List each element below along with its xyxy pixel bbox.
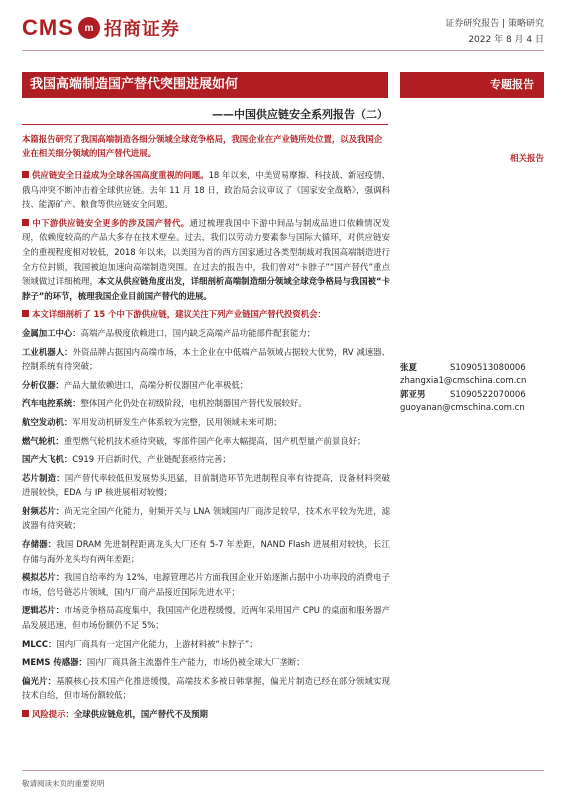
company-logo (22, 14, 180, 42)
analyst-row (400, 389, 544, 402)
analyst-panel (400, 362, 544, 416)
paragraph-2-head: 中下游供应链安全更多的涉及国产替代。 (32, 217, 190, 228)
item-name: 国产大飞机： (22, 454, 73, 465)
subtitle-divider (22, 124, 388, 125)
analyst-email[interactable]: guoyanan@cmschina.com.cn (400, 403, 525, 414)
list-item (22, 471, 390, 500)
item-text: 军用发动机研发生产体系较为完整，民用领域未来可期； (72, 416, 282, 427)
footer-divider (22, 770, 544, 771)
logo-cn-text: 招商证券 (103, 19, 180, 40)
paragraph-2-bold: 本文从供应链角度出发，详细剖析高端制造细分领域全球竞争格局与我国被“卡脖子”的环节，梳理我国企业目前国产替代的进展。 (22, 276, 390, 301)
paragraph-1-body: 18 年以来，中美贸易摩擦、科技战、新冠疫情、俄乌冲突不断冲击着全球供应链。去年 11 月 18 日，政治局会议审议了《国家安全战略》，强调科技、能源矿产、粮食等供应链安全问题。 (22, 170, 390, 210)
item-text: 国内厂商具有一定国产化能力，上游材料被“卡脖子”； (56, 638, 258, 649)
item-text: 国内厂商具备主流器件生产能力，市场仍被全球大厂垄断； (86, 657, 305, 668)
analyst-name: 张夏 (400, 363, 418, 373)
logo-cms-text: CMS (22, 15, 74, 40)
bullet-icon (22, 710, 29, 717)
item-name: 芯片制造： (22, 472, 65, 483)
logo-mark-icon: m (78, 17, 100, 39)
list-item (22, 674, 390, 703)
report-tag: 专题报告 (400, 72, 544, 98)
paragraph-2 (22, 216, 390, 304)
list-item (22, 637, 390, 652)
risk-head: 风险提示： (32, 709, 74, 719)
bullet-icon (22, 310, 29, 317)
item-text: 外资品牌占据国内高端市场，本土企业在中低端产品领域占据较大优势，RV 减速器、控制系统有待突破； (22, 346, 391, 372)
list-item (22, 570, 390, 599)
list-item (22, 345, 390, 374)
paragraph-1 (22, 168, 390, 212)
item-text: 国产替代率较低但发展势头迅猛，目前制造环节先进制程良率有待提高，设备材料突破进展较快，EDA 与 IP 核进展相对较慢； (22, 472, 390, 498)
item-text: 市场竞争格局高度集中，我国国产化进程缓慢，近两年采用国产 CPU 的桌面和服务器产品发展迅速，但市场份额仍不足 5%； (22, 605, 391, 631)
bullet-icon (22, 171, 29, 178)
item-text: C919 开启新时代，产业链配套亟待完善； (72, 454, 231, 465)
item-name: 分析仪器： (22, 379, 64, 390)
paragraph-1-head: 供应链安全日益成为全球各国高度重视的问题。 (32, 170, 209, 180)
item-text: 尚无完全国产化能力，射频开关与 LNA 领域国内厂商涉足较早，技术水平较为先进，滤波器有待突破； (22, 505, 391, 531)
report-title: 我国高端制造国产替代突围进展如何 (22, 72, 388, 98)
list-item (22, 434, 390, 449)
header-meta (445, 16, 544, 48)
list-item (22, 603, 390, 632)
list-item (22, 326, 390, 341)
item-name: 逻辑芯片： (22, 605, 65, 616)
item-name: 金属加工中心： (22, 327, 81, 338)
analyst-row (400, 362, 544, 375)
list-item (22, 415, 390, 430)
list-item (22, 504, 390, 533)
list-item (22, 537, 390, 566)
item-text: 高端产品极度依赖进口，国内缺乏高端产品功能部件配套能力； (80, 327, 316, 338)
list-item (22, 452, 390, 467)
item-text: 产品大量依赖进口，高端分析仪器国产化率极低； (63, 379, 249, 390)
item-name: 汽车电控系统： (22, 398, 81, 409)
list-item (22, 378, 390, 393)
item-name: 模拟芯片： (22, 572, 65, 583)
item-name: 燃气轮机： (22, 435, 64, 446)
analyst-id: S1090522070006 (450, 389, 526, 400)
item-name: 航空发动机： (22, 416, 73, 427)
item-name: MEMS 传感器： (22, 657, 87, 668)
item-text: 我国 DRAM 先进制程距离龙头大厂还有 5-7 年差距，NAND Flash 进展相对较快，长江存储与海外龙头均有两年差距； (22, 539, 390, 564)
footer-note: 敬请阅读末页的重要说明 (22, 779, 105, 788)
risk-note (22, 707, 390, 722)
item-text: 重型燃气轮机技术亟待突破，零部件国产化率大幅提高，国产机型量产前景良好； (63, 435, 366, 446)
paragraph-3-head: 本文详细剖析了 15 个中下游供应链，建议关注下列产业链国产替代投资机会： (32, 309, 326, 320)
item-name: 射频芯片： (22, 505, 65, 516)
abstract: 本篇报告研究了我国高端制造各细分领域全球竞争格局，我国企业在产业链所处位置，以及我国企业在相关细分领域的国产替代进展。 (22, 134, 383, 158)
item-name: 偏光片： (22, 675, 57, 686)
item-text: 基膜核心技术国产化推进缓慢，高端技术多被日韩掌握，偏光片制造已经在部分领域实现技术自给，但市场份额较低； (22, 675, 390, 701)
report-subtitle: ——中国供应链安全系列报告（二） (212, 108, 388, 121)
item-name: 存储器： (22, 539, 57, 550)
main-body (22, 168, 390, 726)
item-text: 我国自给率约为 12%，电源管理芯片方面我国企业开始逐渐占据中小功率段的消费电子市场，信号链芯片领域，国内厂商产品接近国际先进水平； (22, 572, 391, 597)
paragraph-2-body: 通过梳理我国中下游中间品与制成品进口依赖情况发现，依赖度较高的产品大多存在技术壁垒。过去，我们以劳动力要素参与国际大循环，对供应链安全的重视程度相对较低，2018 年以来，以美国为首的西方国家通过各类型制裁对我国高端制造进行全方位封锁，我国被迫加速向高端制造突围。在过去的报告中，我们曾对“卡脖子”“国产替代”重点领域做过详细梳理， (22, 217, 391, 287)
related-reports-link[interactable]: 相关报告 (509, 154, 544, 164)
risk-text: 全球供应链危机，国产替代不及预期 (73, 709, 208, 719)
header-divider (22, 50, 544, 51)
report-type: 证券研究报告 | 策略研究 (445, 19, 544, 29)
item-name: MLCC： (22, 638, 57, 649)
analyst-email[interactable]: zhangxia1@cmschina.com.cn (400, 376, 527, 387)
list-item (22, 655, 390, 670)
item-name: 工业机器人： (22, 346, 73, 357)
analyst-id: S1090513080006 (450, 363, 526, 373)
item-text: 整体国产化仍处在初级阶段，电机控制器国产替代发展较好。 (80, 398, 307, 409)
report-date: 2022 年 8 月 4 日 (468, 35, 544, 45)
list-item (22, 396, 390, 411)
analyst-name: 郭亚男 (400, 389, 426, 400)
paragraph-3 (22, 307, 390, 322)
bullet-icon (22, 219, 29, 226)
